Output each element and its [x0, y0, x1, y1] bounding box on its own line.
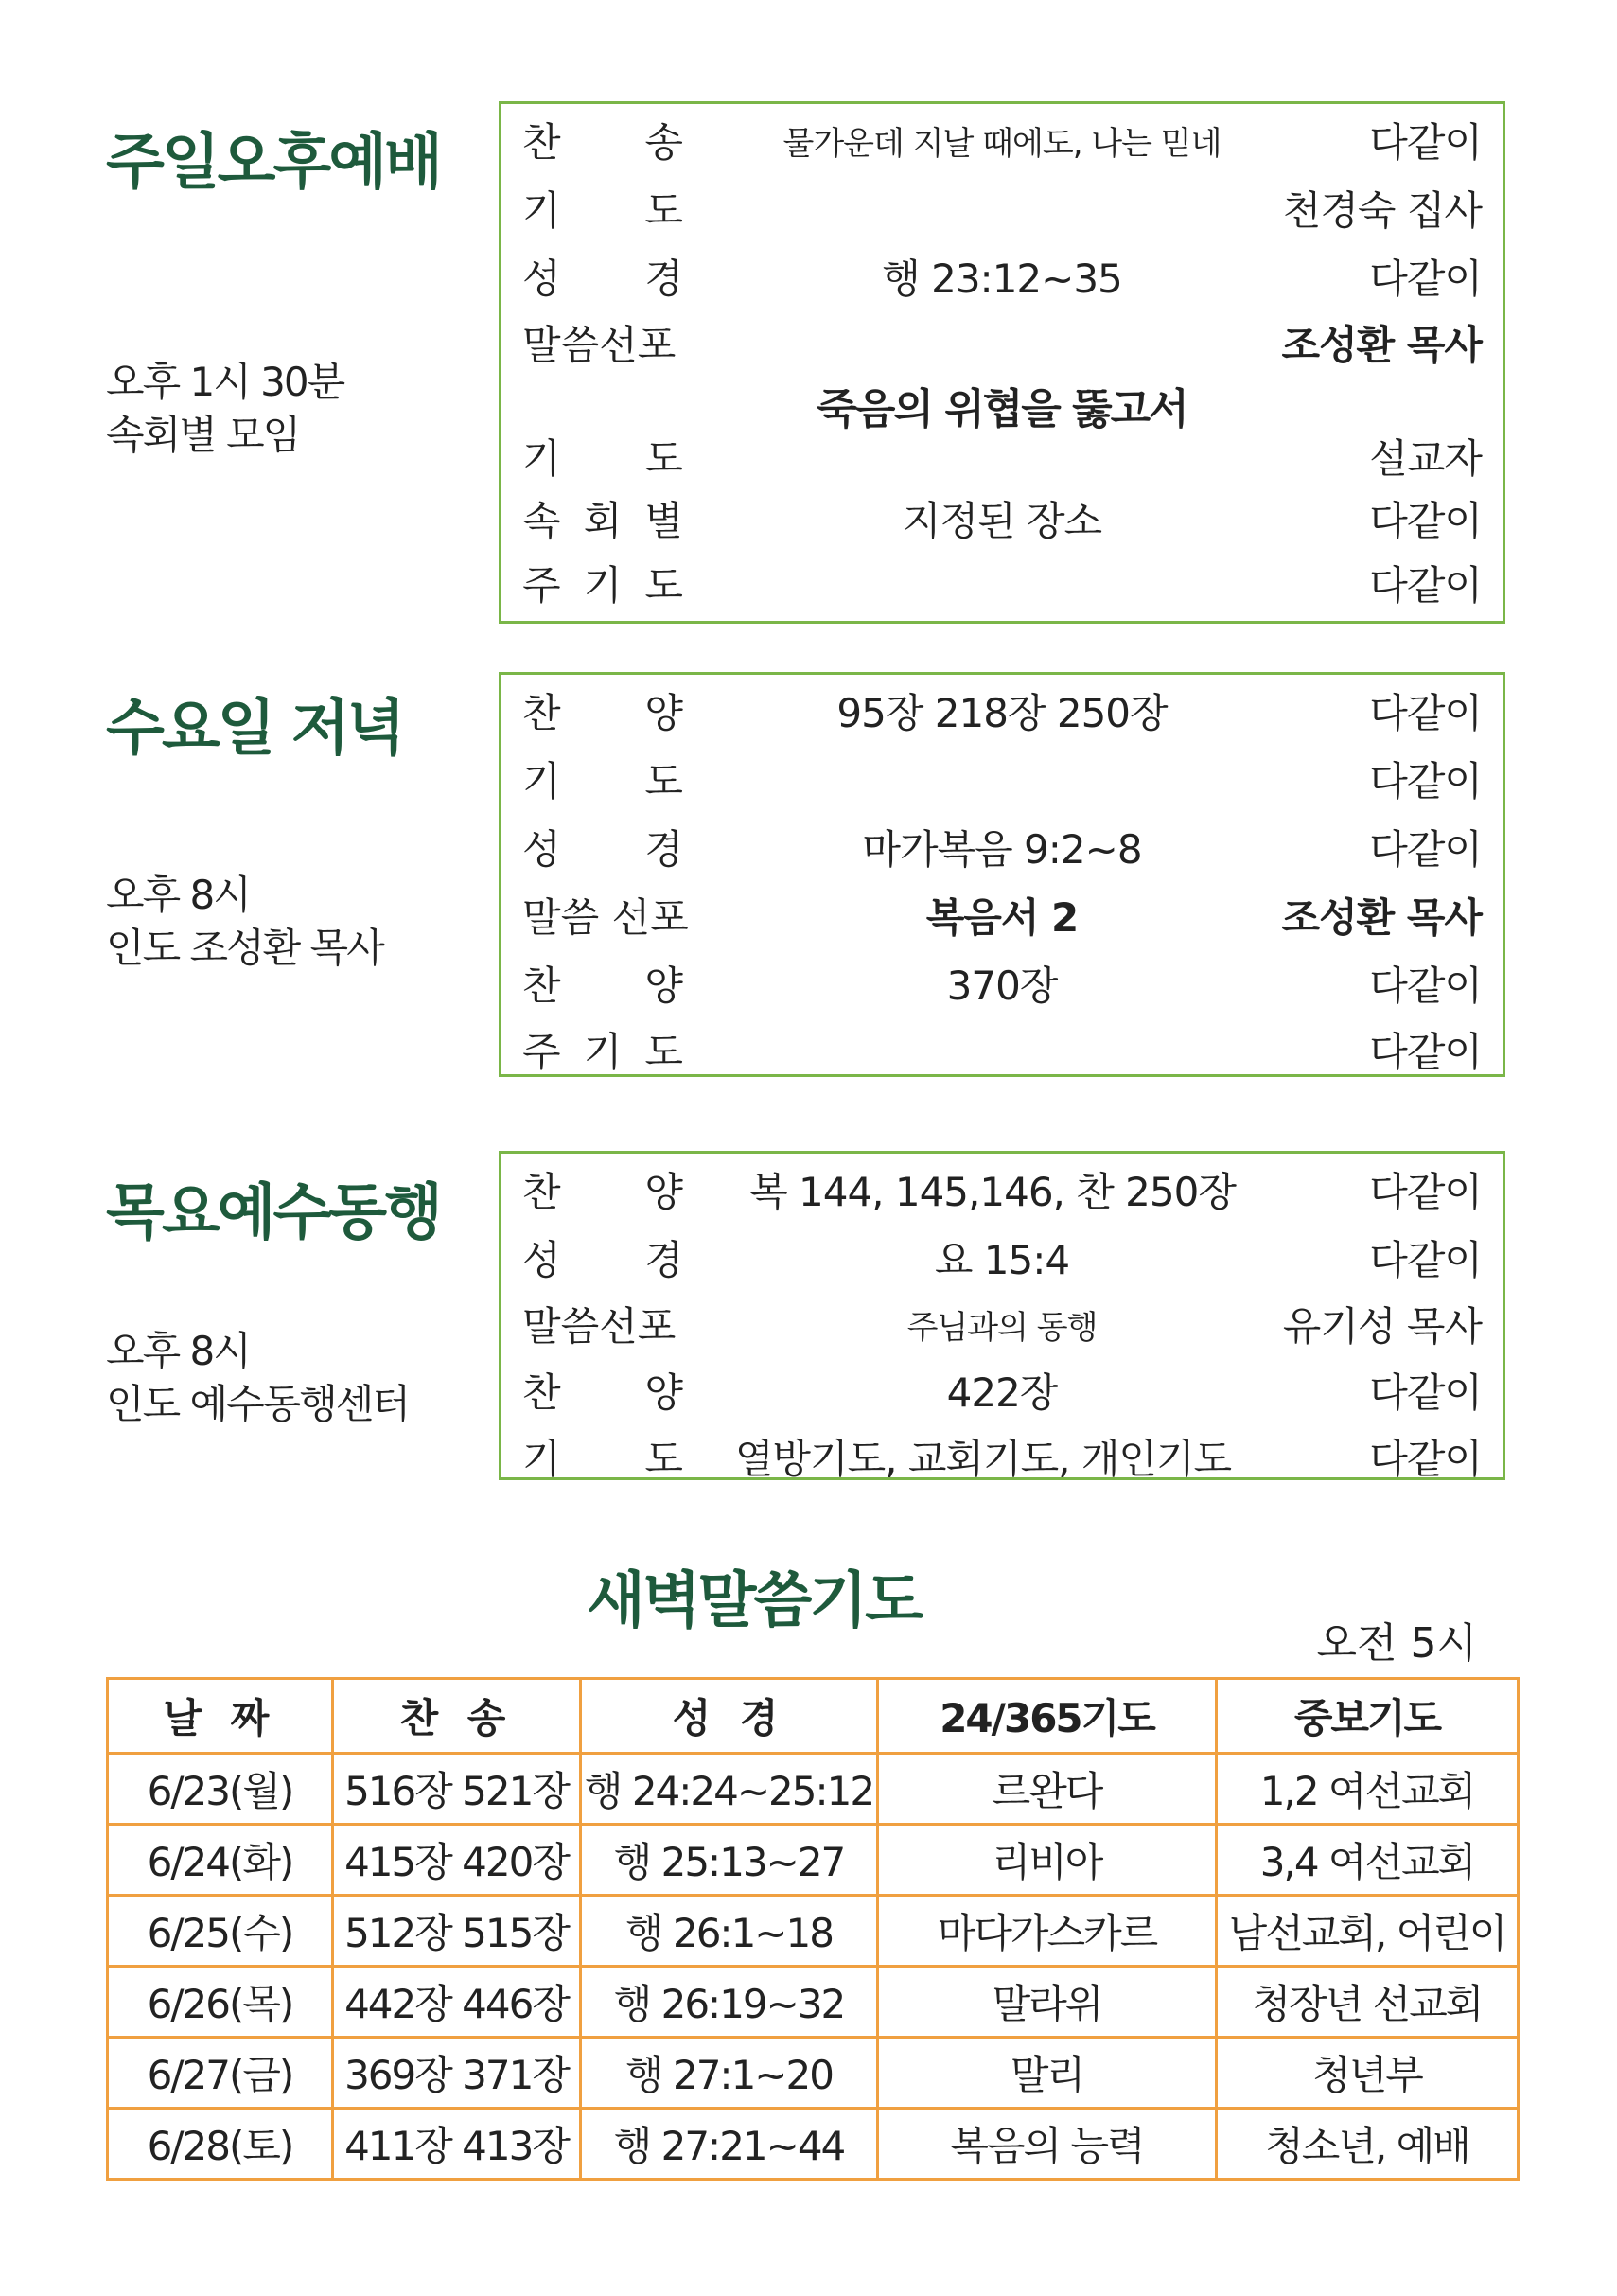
order-person: 다같이 — [1369, 963, 1482, 1009]
cell-date: 6/25(수) — [108, 1896, 333, 1967]
sunday-order-box — [499, 101, 1505, 624]
order-label: 속 회 별 — [522, 498, 683, 544]
order-row — [501, 1021, 1503, 1078]
header-intercession: 중보기도 — [1217, 1679, 1519, 1754]
order-label: 기 도 — [522, 435, 683, 482]
cell-date: 6/24(화) — [108, 1825, 333, 1896]
order-row — [501, 428, 1503, 485]
order-person: 다같이 — [1369, 256, 1482, 302]
dawn-time: 오전 5시 — [1316, 1619, 1477, 1668]
cell-intercession: 1,2 여선교회 — [1217, 1754, 1519, 1825]
cell-scripture: 행 24:24~25:12 — [581, 1754, 878, 1825]
order-label: 말씀 선포 — [522, 894, 689, 941]
order-row — [501, 1161, 1503, 1218]
sermon-title-row — [501, 375, 1503, 432]
order-label: 기 도 — [522, 187, 683, 234]
cell-prayer: 말라위 — [878, 1967, 1217, 2038]
order-content: 열방기도, 교회기도, 개인기도 — [734, 1436, 1232, 1482]
order-row — [501, 314, 1503, 371]
header-hymn: 찬 송 — [333, 1679, 581, 1754]
order-row — [501, 1362, 1503, 1419]
cell-hymn: 369장 371장 — [333, 2038, 581, 2109]
table-row — [108, 2038, 1519, 2109]
order-person: 다같이 — [1369, 498, 1482, 544]
dawn-schedule-table — [106, 1677, 1520, 2181]
sunday-title: 주일오후예배 — [106, 128, 440, 198]
cell-intercession: 3,4 여선교회 — [1217, 1825, 1519, 1896]
order-person: 천경숙 집사 — [1282, 187, 1482, 234]
cell-intercession: 남선교회, 어린이 — [1217, 1896, 1519, 1967]
cell-intercession: 청장년 선교회 — [1217, 1967, 1519, 2038]
order-person: 다같이 — [1369, 1436, 1482, 1482]
order-label: 찬 양 — [522, 690, 683, 736]
order-person: 다같이 — [1369, 758, 1482, 804]
order-row — [501, 490, 1503, 547]
order-label: 성 경 — [522, 826, 683, 873]
order-row — [501, 1428, 1503, 1485]
order-content: 행 23:12~35 — [882, 256, 1122, 302]
dawn-title: 새벽말씀기도 — [587, 1566, 921, 1636]
order-content: 마가복음 9:2~8 — [862, 826, 1142, 873]
cell-intercession: 청년부 — [1217, 2038, 1519, 2109]
cell-scripture: 행 25:13~27 — [581, 1825, 878, 1896]
cell-prayer: 말리 — [878, 2038, 1217, 2109]
order-person: 다같이 — [1369, 1169, 1482, 1215]
order-content: 95장 218장 250장 — [836, 690, 1168, 736]
table-row — [108, 1825, 1519, 1896]
order-label: 말씀선포 — [522, 1303, 677, 1350]
order-row — [501, 1229, 1503, 1286]
cell-date: 6/27(금) — [108, 2038, 333, 2109]
header-prayer-24365: 24/365기도 — [878, 1679, 1217, 1754]
order-content: 복 144, 145,146, 찬 250장 — [749, 1169, 1236, 1215]
order-person: 설교자 — [1369, 435, 1482, 482]
order-row — [501, 112, 1503, 168]
thursday-time: 오후 8시 — [106, 1328, 250, 1374]
wednesday-order-box — [499, 672, 1505, 1077]
order-label: 성 경 — [522, 256, 683, 302]
order-content: 422장 — [946, 1369, 1058, 1416]
wednesday-title: 수요일 저녁 — [106, 694, 403, 764]
table-header-row — [108, 1679, 1519, 1754]
order-label: 기 도 — [522, 1436, 683, 1482]
cell-hymn: 512장 515장 — [333, 1896, 581, 1967]
order-row — [501, 682, 1503, 739]
sunday-time: 오후 1시 30분 — [106, 359, 344, 405]
order-person: 다같이 — [1369, 1369, 1482, 1416]
cell-scripture: 행 27:21~44 — [581, 2109, 878, 2180]
order-row — [501, 887, 1503, 944]
order-person: 조성환 목사 — [1281, 322, 1482, 368]
cell-date: 6/26(목) — [108, 1967, 333, 2038]
order-person: 다같이 — [1369, 826, 1482, 873]
order-person: 다같이 — [1369, 1029, 1482, 1075]
cell-date: 6/28(토) — [108, 2109, 333, 2180]
order-row — [501, 555, 1503, 611]
order-person: 다같이 — [1369, 1237, 1482, 1283]
table-row — [108, 1896, 1519, 1967]
table-row — [108, 1754, 1519, 1825]
wednesday-time: 오후 8시 — [106, 872, 250, 918]
table-row — [108, 1967, 1519, 2038]
order-content: 물가운데 지날 때에도, 나는 믿네 — [782, 125, 1222, 163]
order-person: 다같이 — [1369, 119, 1482, 166]
order-row — [501, 955, 1503, 1012]
wednesday-note: 인도 조성환 목사 — [106, 925, 383, 971]
cell-scripture: 행 27:1~20 — [581, 2038, 878, 2109]
order-row — [501, 1296, 1503, 1352]
thursday-title: 목요예수동행 — [106, 1178, 440, 1248]
thursday-order-box — [499, 1151, 1505, 1480]
header-scripture: 성 경 — [581, 1679, 878, 1754]
sunday-note: 속회별 모임 — [106, 412, 300, 458]
cell-hymn: 411장 413장 — [333, 2109, 581, 2180]
thursday-note: 인도 예수동행센터 — [106, 1381, 409, 1427]
order-label: 성 경 — [522, 1237, 683, 1283]
order-person: 다같이 — [1369, 562, 1482, 609]
order-label: 찬 양 — [522, 1169, 683, 1215]
order-label: 찬 양 — [522, 963, 683, 1009]
order-person: 조성환 목사 — [1281, 894, 1482, 941]
sermon-title: 죽음의 위협을 뚫고서 — [817, 385, 1187, 433]
order-label: 주 기 도 — [522, 562, 683, 609]
order-label: 말씀선포 — [522, 322, 677, 368]
table-row — [108, 2109, 1519, 2180]
order-content: 복음서 2 — [925, 894, 1079, 941]
cell-scripture: 행 26:1~18 — [581, 1896, 878, 1967]
order-row — [501, 180, 1503, 237]
sunday-info — [106, 356, 343, 462]
cell-prayer: 르완다 — [878, 1754, 1217, 1825]
order-row — [501, 248, 1503, 305]
header-date: 날 짜 — [108, 1679, 333, 1754]
order-content: 요 15:4 — [934, 1237, 1070, 1283]
cell-date: 6/23(월) — [108, 1754, 333, 1825]
thursday-info — [106, 1325, 409, 1431]
order-label: 주 기 도 — [522, 1029, 683, 1075]
order-label: 찬 양 — [522, 1369, 683, 1416]
cell-hymn: 415장 420장 — [333, 1825, 581, 1896]
cell-intercession: 청소년, 예배 — [1217, 2109, 1519, 2180]
order-content: 370장 — [946, 963, 1058, 1009]
order-label: 찬 송 — [522, 119, 683, 166]
order-person: 유기성 목사 — [1282, 1303, 1482, 1350]
cell-scripture: 행 26:19~32 — [581, 1967, 878, 2038]
order-row — [501, 751, 1503, 807]
cell-prayer: 복음의 능력 — [878, 2109, 1217, 2180]
order-content: 지정된 장소 — [902, 498, 1102, 544]
order-content: 주님과의 동행 — [906, 1309, 1098, 1347]
order-label: 기 도 — [522, 758, 683, 804]
order-person: 다같이 — [1369, 690, 1482, 736]
cell-prayer: 리비아 — [878, 1825, 1217, 1896]
order-row — [501, 819, 1503, 875]
wednesday-info — [106, 869, 383, 975]
cell-hymn: 516장 521장 — [333, 1754, 581, 1825]
cell-hymn: 442장 446장 — [333, 1967, 581, 2038]
cell-prayer: 마다가스카르 — [878, 1896, 1217, 1967]
